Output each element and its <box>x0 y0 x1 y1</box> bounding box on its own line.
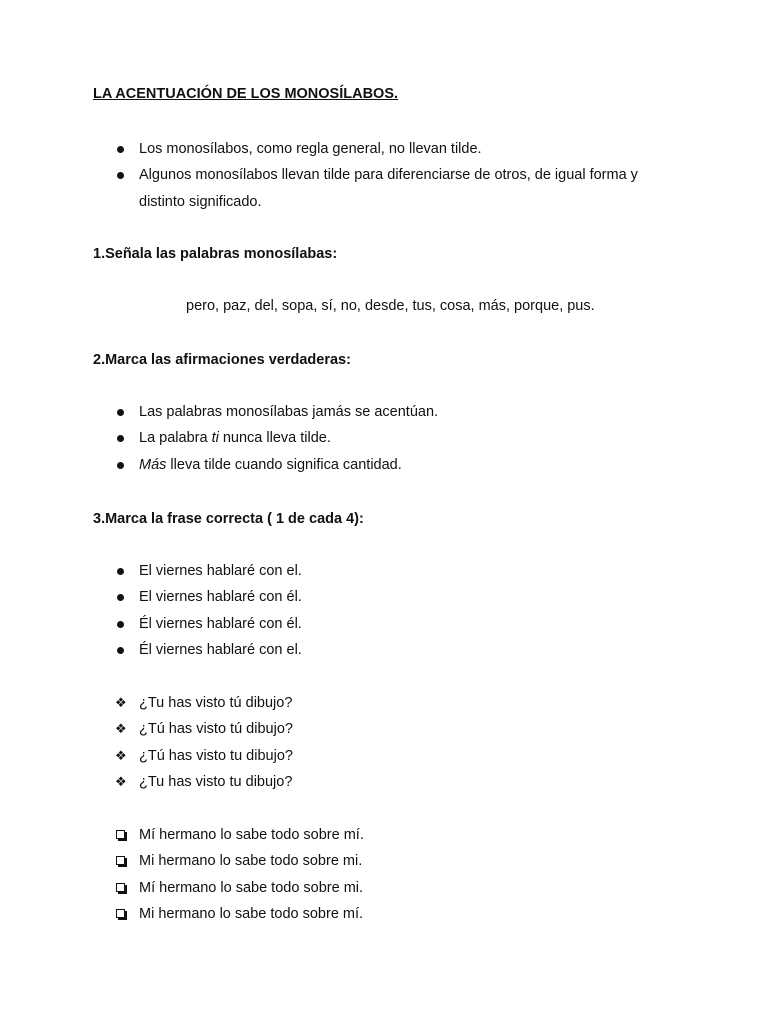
list-item-text-italic: Más <box>139 456 167 473</box>
list-item-text: Él viernes hablaré con él. <box>139 615 302 632</box>
section-3-heading: 3.Marca la frase correcta ( 1 de cada 4): <box>93 511 364 527</box>
list-item-text-post: nunca lleva tilde. <box>218 430 331 447</box>
list-item <box>0 848 679 874</box>
list-item-text: Mi hermano lo sabe todo sobre mi. <box>139 853 363 870</box>
true-false-list <box>0 399 679 478</box>
list-item-text: ¿Tu has visto tu dibujo? <box>139 774 293 791</box>
list-item: ❖ ¿Tú has visto tu dibujo? <box>115 747 293 764</box>
section-1-heading: 1.Señala las palabras monosílabas: <box>93 246 338 262</box>
list-item: ❖ ¿Tu has visto tú dibujo? <box>115 695 293 711</box>
section-2-heading: 2.Marca las afirmaciones verdaderas: <box>93 352 351 368</box>
sentence-group-2 <box>0 690 679 796</box>
list-item <box>0 637 679 663</box>
list-item-text: Los monosílabos, como regla general, no llevan tilde. <box>139 141 482 157</box>
list-item <box>0 425 679 451</box>
list-item-text: Mí hermano lo sabe todo sobre mí. <box>139 827 364 843</box>
list-item-text: Las palabras monosílabas jamás se acentúan. <box>139 404 439 420</box>
list-item-text: distinto significado. <box>139 193 262 210</box>
list-item: ❖ ¿Tu has visto tu dibujo? <box>115 774 293 791</box>
list-item <box>0 399 679 425</box>
list-item <box>0 611 679 637</box>
list-item-text-italic: ti <box>211 430 219 447</box>
list-item-text-post: lleva tilde cuando significa cantidad. <box>166 456 402 473</box>
list-item-text: ¿Tú has visto tú dibujo? <box>139 721 293 738</box>
list-item-text: El viernes hablaré con él. <box>139 589 302 606</box>
list-item <box>0 875 679 901</box>
list-item-text: El viernes hablaré con el. <box>139 563 302 579</box>
document-title: LA ACENTUACIÓN DE LOS MONOSÍLABOS. <box>93 86 399 102</box>
list-item <box>0 901 679 927</box>
list-item-text: Mí hermano lo sabe todo sobre mi. <box>139 879 364 896</box>
list-item <box>0 136 679 162</box>
list-item-text-pre: La palabra <box>139 430 212 447</box>
sentence-group-3 <box>0 822 679 928</box>
sentence-group-1 <box>0 558 679 664</box>
list-item <box>0 558 679 584</box>
list-item <box>0 822 679 848</box>
list-item <box>0 452 679 478</box>
word-list: pero, paz, del, sopa, sí, no, desde, tus, cosa, más, porque, pus. <box>186 298 595 314</box>
list-item-text: Él viernes hablaré con el. <box>139 642 302 659</box>
list-item-continuation <box>0 189 679 215</box>
list-item <box>0 584 679 610</box>
list-item-text: Algunos monosílabos llevan tilde para diferenciarse de otros, de igual forma y <box>139 167 638 184</box>
list-item-text: ¿Tú has visto tu dibujo? <box>139 747 293 764</box>
list-item-text: ¿Tu has visto tú dibujo? <box>139 695 293 711</box>
list-item <box>0 162 679 188</box>
intro-list <box>0 136 679 215</box>
list-item: ❖ ¿Tú has visto tú dibujo? <box>115 721 293 738</box>
list-item-text: Mi hermano lo sabe todo sobre mí. <box>139 906 364 923</box>
